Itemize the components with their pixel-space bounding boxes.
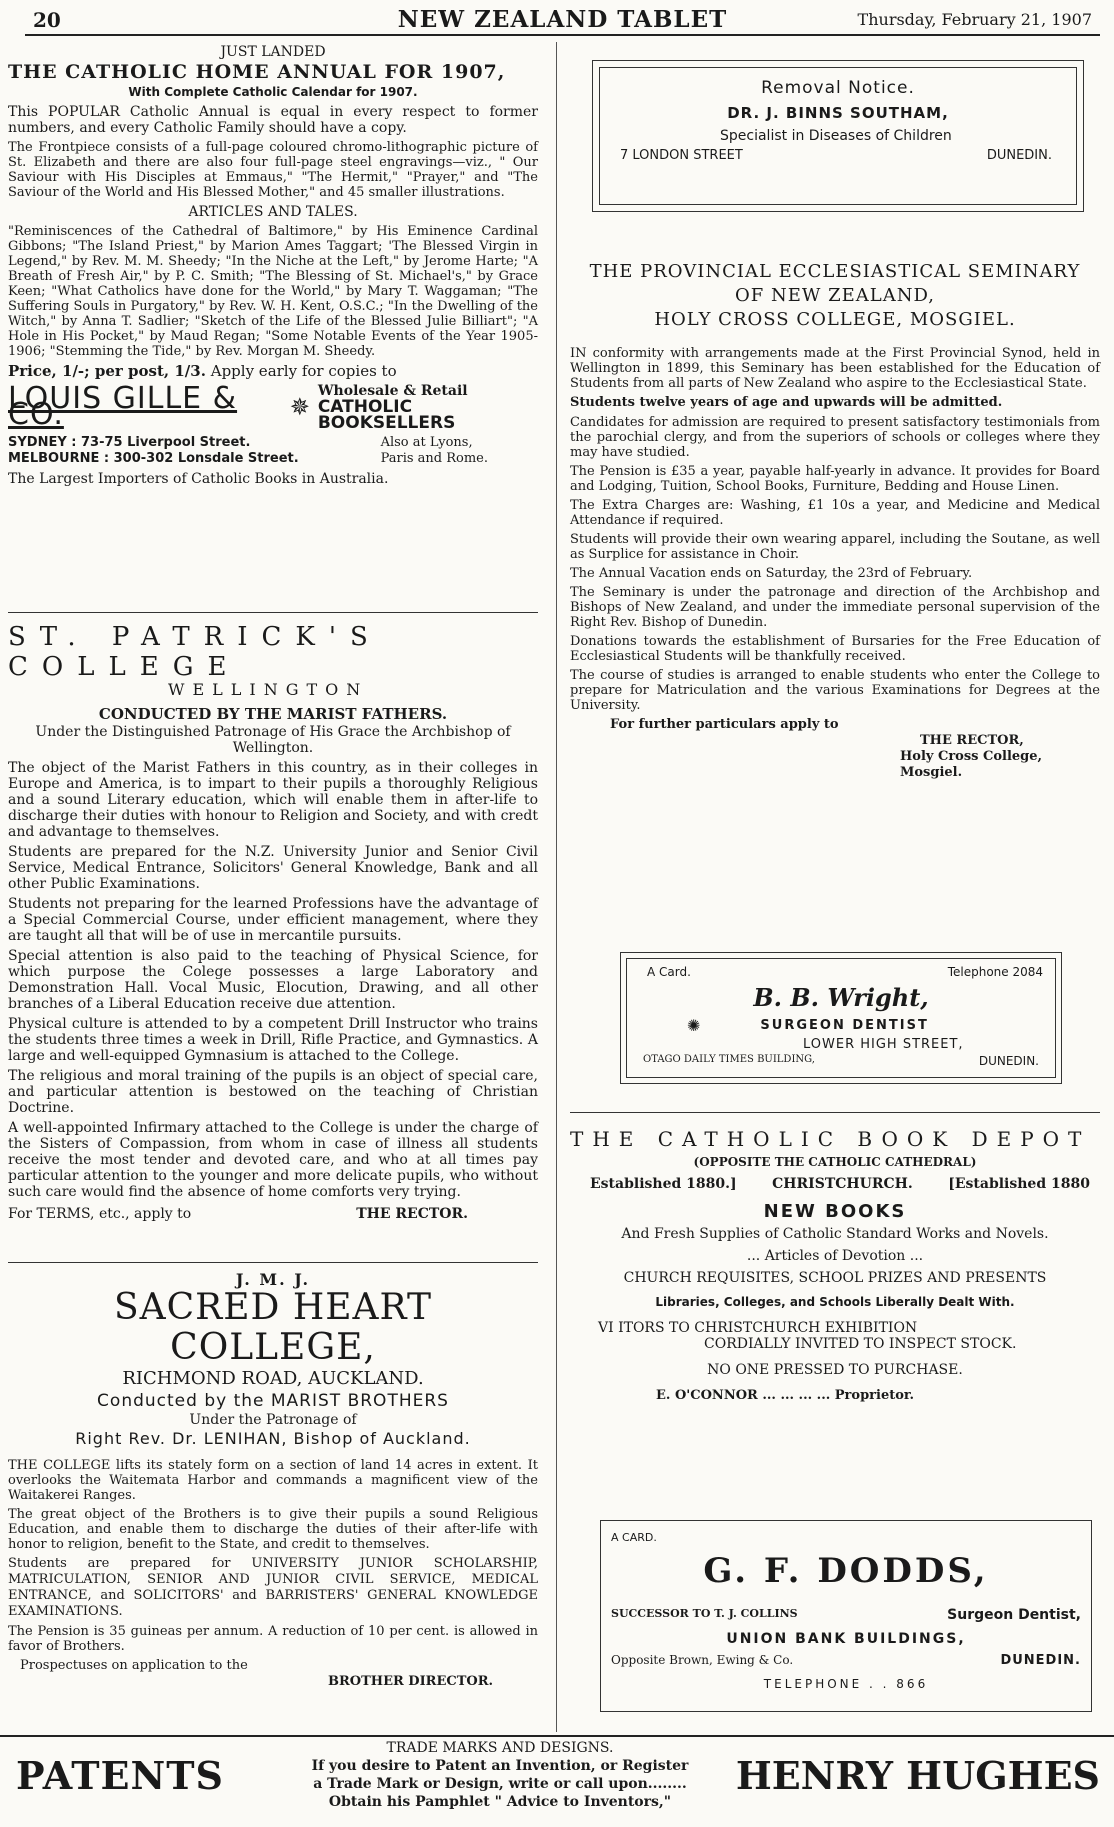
patricks-patronage: Under the Distinguished Patronage of His Grace the Archbishop of Wellington. [35,724,511,756]
removal-city: DUNEDIN. [986,148,1052,163]
seminary-p4: The Pension is £35 a year, payable half-yearly in advance. It provides for Board and Lodging, Tuition, School Books, Furniture, Bedding and House Linen. [570,464,1100,494]
column-divider [556,42,557,1732]
depot-new-books: NEW BOOKS [763,1201,907,1222]
annual-title: THE CATHOLIC HOME ANNUAL FOR 1907, [8,61,506,83]
sacred-conducted: Conducted by the MARIST BROTHERS [97,1391,449,1411]
wright-role: SURGEON DENTIST [760,1018,929,1033]
book-depot-ad [570,1126,1100,1404]
sacred-p4: The Pension is 35 guineas per annum. A reduction of 10 per cent. is allowed in favor of Brothers. [8,1624,538,1654]
sacred-bishop: Right Rev. Dr. LENIHAN, Bishop of Auckland. [75,1429,471,1448]
wright-card [620,952,1062,1084]
catholic-booksellers: CATHOLIC BOOKSELLERS [317,397,456,433]
sacred-heart-ad [8,1272,538,1690]
sacred-p2: The great object of the Brothers is to give their pupils a sound Religious Education, and enable them to discharge the duties of their after-life with honor to religion, benefit to the State, and credit to themselves. [8,1507,538,1552]
sacred-title: SACRED HEART COLLEGE, [113,1287,433,1368]
sacred-p3: Students are prepared for UNIVERSITY JUNIOR SCHOLARSHIP, MATRICULATION, SENIOR AND JUNIOR CIVIL SERVICE, MEDICAL ENTRANCE, and SOLICITORS' and BARRISTERS' GENERAL KNOWLEDGE EXAMINATIONS. [8,1556,538,1619]
seminary-p3: Candidates for admission are required to present satisfactory testimonials from the parochial clergy, and from the superiors of schools or colleges where they may have studied. [570,415,1100,460]
removal-notice [592,60,1084,212]
seminary-p7: The Annual Vacation ends on Saturday, the 23rd of February. [570,566,973,581]
seminary-p10: The course of studies is arranged to enable students who enter the College to prepare for Matriculation and the various Examinations for Degrees at the University. [570,668,1100,713]
sacred-prospectus: Prospectuses on application to the [20,1658,248,1673]
dodds-building: UNION BANK BUILDINGS, [726,1631,966,1647]
patricks-p3: Students not preparing for the learned Professions have the advantage of a Special Commercial Course, under efficient management, where they are taught all that will be of use in mercantile pursuits. [8,896,538,944]
dodds-city: DUNEDIN. [1000,1653,1081,1668]
seminary-holy: HOLY CROSS COLLEGE, MOSGIEL. [654,309,1016,330]
page-number: 20 [33,8,61,32]
removal-street: 7 LONDON STREET [620,148,743,163]
dodds-name: G. F. DODDS, [703,1551,989,1591]
seminary-rector: THE RECTOR, [920,733,1024,748]
catholic-annual-ad [8,44,538,487]
seminary-of: OF NEW ZEALAND, [735,285,935,306]
seminary-ad [570,260,1100,781]
star-icon: ✵ [289,393,310,421]
seminary-p5: The Extra Charges are: Washing, £1 10s a year, and Medicine and Medical Attendance if required. [570,498,1100,528]
depot-cordially: CORDIALLY INVITED TO INSPECT STOCK. [704,1336,1017,1352]
separator [570,1112,1100,1113]
depot-owner: E. O'CONNOR ... ... ... ... Proprietor. [656,1388,915,1403]
seminary-p2: Students twelve years of age and upwards will be admitted. [570,395,1003,410]
depot-est-right: [Established 1880 [948,1176,1090,1192]
wholesale-label: Wholesale & Retail [317,383,468,399]
patricks-city: WELLINGTON [168,680,369,699]
patricks-p6: The religious and moral training of the pupils is an object of special care, and particular attention is bestowed on the teaching of Christian Doctrine. [8,1068,538,1116]
wright-card-label: A Card. [647,965,691,979]
dodds-role: Surgeon Dentist, [947,1607,1081,1623]
page-header [25,6,1100,36]
sacred-director: BROTHER DIRECTOR. [328,1674,494,1689]
sacred-road: RICHMOND ROAD, AUCKLAND. [122,1368,424,1389]
patricks-p4: Special attention is also paid to the teaching of Physical Science, for which purpose the Colege possesses a large Laboratory and Demonstration Hall. Vocal Music, Elocution, Drawing, and all other branches of a Liberal Education receive due attention. [8,948,538,1012]
patricks-conducted: CONDUCTED BY THE MARIST FATHERS. [98,705,448,723]
patents-banner [0,1735,1114,1827]
wright-name: B. B. Wright, [753,983,929,1012]
wright-street: LOWER HIGH STREET, [803,1037,964,1052]
dodds-telephone: TELEPHONE . . 866 [763,1677,929,1691]
sacred-p1: THE COLLEGE lifts its stately form on a section of land 14 acres in extent. It overlooks the Waitemata Harbor and commands a magnificent view of the Waitakerei Ranges. [8,1458,538,1503]
wright-building: OTAGO DAILY TIMES BUILDING, [643,1054,815,1065]
depot-devotion: ... Articles of Devotion ... [746,1248,924,1264]
patricks-p7: A well-appointed Infirmary attached to the College is under the charge of the Sisters of Compassion, from whom in case of illness all students receive the most tender and devoted care, and who at all times pay particular attention to the younger and more delicate pupils, who without such care would find the absence of home comforts very trying. [8,1120,538,1200]
depot-church: CHURCH REQUISITES, SCHOOL PRIZES AND PRESENTS [623,1270,1047,1286]
sacred-under: Under the Patronage of [189,1412,357,1428]
patricks-terms: For TERMS, etc., apply to [8,1206,192,1222]
seminary-p8: The Seminary is under the patronage and direction of the Archbishop and Bishops of New Zealand, and under the immediate personal supervision of the Right Rev. Bishop of Dunedin. [570,585,1100,630]
annual-price: Price, 1/-; per post, 1/3. [8,362,206,380]
patents-right: HENRY HUGHES [735,1753,1100,1798]
wright-city: DUNEDIN. [978,1054,1039,1068]
melbourne-address: MELBOURNE : 300-302 Lonsdale Street. [8,451,299,466]
patents-line2: a Trade Mark or Design, write or call upon........ [313,1776,687,1792]
patricks-p2: Students are prepared for the N.Z. University Junior and Senior Civil Service, Medical Entrance, Solicitors' General Knowledge, Bank and all other Public Examinations. [8,844,538,892]
patricks-title: ST. PATRICK'S COLLEGE [8,622,382,682]
paris-rome: Paris and Rome. [380,451,488,466]
removal-name: DR. J. BINNS SOUTHAM, [727,104,949,122]
depot-fresh: And Fresh Supplies of Catholic Standard Works and Novels. [621,1226,1049,1242]
masthead: NEW ZEALAND TABLET [397,6,728,33]
seminary-p1: IN conformity with arrangements made at the First Provincial Synod, held in Wellington in 1899, this Seminary has been established for the Education of Students from all parts of New Zealand who aspire to the Ecclesiastical State. [570,346,1100,391]
annual-p2: The Frontpiece consists of a full-page coloured chromo-lithographic picture of St. Elizabeth and there are also four full-page steel engravings—viz., " Our Saviour with His Disciples at Emmaus," "The Hermit," "Prayer," and "The Saviour of the World and His Blessed Mother," and 45 smaller illustrations. [8,140,538,200]
articles-heading: ARTICLES AND TALES. [188,204,358,220]
dodds-card-label: A CARD. [611,1531,657,1544]
patents-line1: If you desire to Patent an Invention, or Register [311,1758,689,1774]
issue-date: Thursday, February 21, 1907 [857,10,1092,29]
patricks-p1: The object of the Marist Fathers in this country, as in their colleges in Europe and America, is to impart to their pupils a thoroughly Religious and a sound Literary education, which will enable them in after-life to discharge their duties with honour to Religion and Society, and with credt and advantage to themselves. [8,760,538,840]
patricks-p5: Physical culture is attended to by a competent Drill Instructor who trains the students three times a week in Drill, Rifle Practice, and Gymnastics. A large and well-equipped Gymnasium is attached to the College. [8,1016,538,1064]
patricks-rector: THE RECTOR. [356,1206,468,1222]
annual-p1: This POPULAR Catholic Annual is equal in every respect to former numbers, and every Catholic Family should have a copy. [8,104,538,136]
depot-visitors: VI ITORS TO CHRISTCHURCH EXHIBITION [598,1320,918,1336]
separator [8,1262,538,1263]
seminary-title: THE PROVINCIAL ECCLESIASTICAL SEMINARY [589,261,1081,282]
dodds-card [600,1520,1092,1712]
annual-p3: "Reminiscences of the Cathedral of Baltimore," by His Eminence Cardinal Gibbons; "The Island Priest," by Marion Ames Taggart; 'The Blessed Virgin in Legend," by Rev. M. M. Sheedy; "In the Niche at the Left," by Jerome Harte; "A Breath of Fresh Air," by P. C. Smith; "The Blessing of St. Michael's," by Grace Keen; "What Catholics have done for the World," by Mary T. Waggaman; "The Suffering Souls in Purgatory," by Rev. W. H. Kent, O.S.C.; "In the Dwelling of the Witch," by Anna T. Sadlier; "Sketch of the Life of the Blessed Julie Billiart"; "A Hole in His Pocket," by Maud Regan; "Some Notable Events of the Year 1905-1906; "Stemming the Tide," by Rev. Morgan M. Sheedy. [8,224,538,359]
depot-city: CHRISTCHURCH. [772,1176,913,1192]
depot-title: THE CATHOLIC BOOK DEPOT [570,1127,1091,1151]
annual-subtitle: With Complete Catholic Calendar for 1907. [128,85,418,99]
sydney-address: SYDNEY : 73-75 Liverpool Street. [8,435,251,450]
patents-left: PATENTS [16,1753,224,1798]
depot-libraries: Libraries, Colleges, and Schools Liberally Dealt With. [655,1295,1015,1309]
removal-spec: Specialist in Diseases of Children [720,128,952,144]
depot-opposite: (OPPOSITE THE CATHOLIC CATHEDRAL) [693,1155,977,1169]
dodds-opposite: Opposite Brown, Ewing & Co. [611,1653,794,1667]
largest-importers: The Largest Importers of Catholic Books in Australia. [8,471,389,487]
seminary-p6: Students will provide their own wearing apparel, including the Soutane, as well as Surplice for assistance in Choir. [570,532,1100,562]
patents-head: TRADE MARKS AND DESIGNS. [386,1740,614,1756]
dodds-successor: SUCCESSOR TO T. J. COLLINS [611,1607,798,1620]
st-patricks-ad [8,622,538,1222]
separator [8,612,538,613]
wright-telephone: Telephone 2084 [947,965,1043,979]
seminary-p9: Donations towards the establishment of Bursaries for the Free Education of Ecclesiastical Students will be thankfully received. [570,634,1100,664]
depot-est-left: Established 1880.] [590,1176,737,1192]
annual-apply: Apply early for copies to [210,362,397,380]
seminary-further: For further particulars apply to [610,717,839,732]
also-lyons: Also at Lyons, [380,435,473,450]
sacred-monogram: J. M. J. [235,1270,311,1289]
seminary-college: Holy Cross College, Mosgiel. [900,749,1043,780]
ornament-icon: ✺ [687,1016,701,1035]
depot-no-one: NO ONE PRESSED TO PURCHASE. [707,1362,963,1378]
patents-line3: Obtain his Pamphlet " Advice to Inventors," [328,1794,672,1810]
firm-name: LOUIS GILLE & CO. [8,381,238,432]
just-landed: JUST LANDED [220,44,326,60]
removal-title: Removal Notice. [761,78,915,98]
